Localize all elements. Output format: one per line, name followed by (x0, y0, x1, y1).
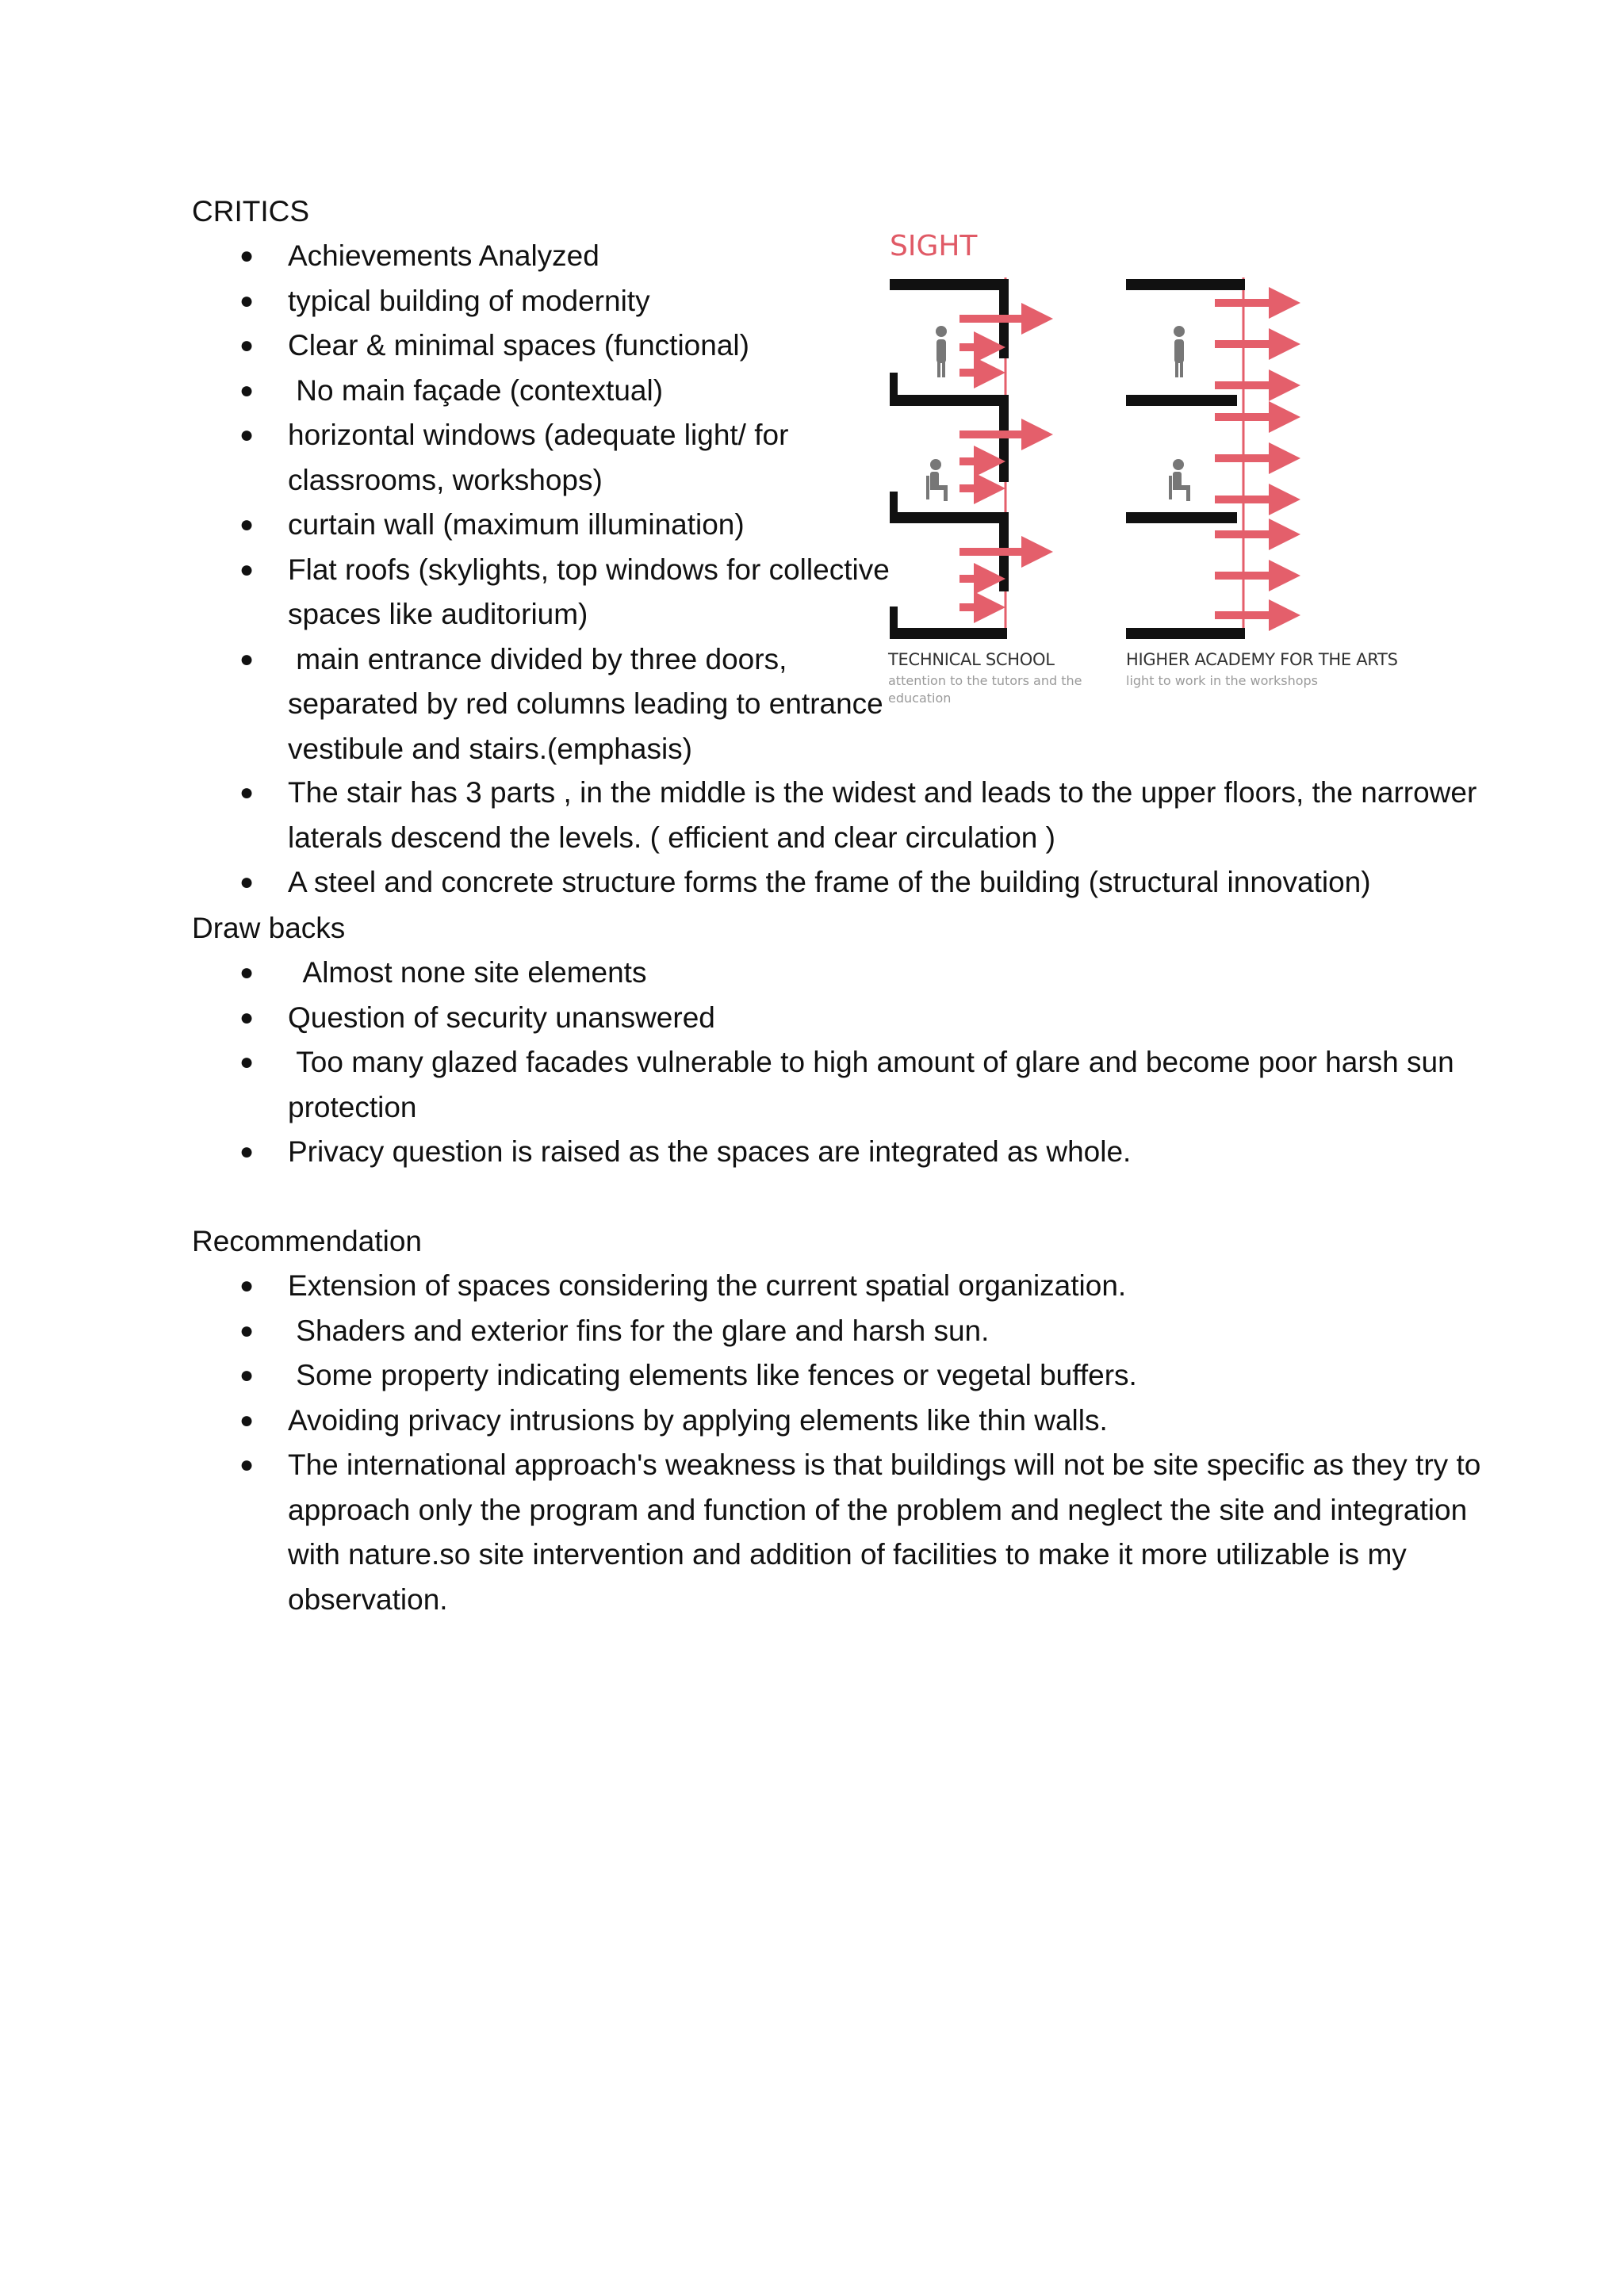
critics-list-wide (192, 771, 1525, 905)
list-item: ● The stair has 3 parts , in the middle is the widest and leads to the upper floors, the narrower laterals descend the levels. ( efficient and clear circulation ) (192, 771, 1525, 860)
standing-person-icon (936, 326, 947, 377)
critics-heading: CRITICS (192, 195, 309, 228)
bullet-icon: ● (239, 645, 255, 672)
sight-diagram (880, 230, 1404, 721)
list-item: ● Too many glazed facades vulnerable to high amount of glare and become poor harsh sun protection (192, 1040, 1525, 1130)
list-item: ● Privacy question is raised as the spaces are integrated as whole. (192, 1130, 1525, 1175)
bullet-icon: ● (239, 1317, 255, 1344)
bullet-icon: ● (239, 869, 255, 895)
bullet-icon: ● (239, 1004, 255, 1031)
list-item: ● Shaders and exterior fins for the glare and harsh sun. (192, 1309, 1525, 1354)
standing-person-icon (1174, 326, 1185, 377)
list-item: ● Almost none site elements (192, 951, 1525, 996)
bullet-icon: ● (239, 511, 255, 538)
recommendation-list (192, 1264, 1525, 1622)
bullet-icon: ● (239, 1362, 255, 1388)
bullet-icon: ● (239, 1406, 255, 1433)
technical-school-caption: TECHNICAL SCHOOL (888, 650, 1055, 669)
bullet-icon: ● (239, 243, 255, 269)
list-item: ● A steel and concrete structure forms the frame of the building (structural innovation) (192, 860, 1525, 905)
figure-title: SIGHT (890, 230, 978, 262)
bullet-icon: ● (239, 1138, 255, 1165)
list-item: ● main entrance divided by three doors, separated by red columns leading to entrance vestibule and stairs.(emphasis) (192, 637, 906, 772)
bullet-icon: ● (239, 1452, 255, 1478)
technical-school-section (890, 277, 1039, 639)
bullet-icon: ● (239, 959, 255, 985)
drawbacks-heading: Draw backs (192, 912, 346, 944)
list-item: ● Achievements Analyzed (192, 234, 906, 279)
seated-person-icon (1169, 459, 1190, 501)
list-item: ● Extension of spaces considering the current spatial organization. (192, 1264, 1525, 1309)
list-item: ● Flat roofs (skylights, top windows for collective spaces like auditorium) (192, 548, 906, 637)
critics-list (192, 234, 906, 771)
technical-school-subcaption-2: education (888, 691, 952, 706)
bullet-icon: ● (239, 556, 255, 583)
bullet-icon: ● (239, 1049, 255, 1075)
higher-academy-section (1126, 277, 1286, 639)
bullet-icon: ● (239, 287, 255, 314)
list-item: ● typical building of modernity (192, 279, 906, 324)
list-item: ● Avoiding privacy intrusions by applying elements like thin walls. (192, 1399, 1525, 1444)
list-item: ● Clear & minimal spaces (functional) (192, 323, 906, 369)
list-item: ● horizontal windows (adequate light/ for classrooms, workshops) (192, 413, 906, 503)
bullet-icon: ● (239, 332, 255, 358)
list-item: ● Question of security unanswered (192, 996, 1525, 1041)
seated-person-icon (926, 459, 948, 501)
list-item: ● Some property indicating elements like fences or vegetal buffers. (192, 1353, 1525, 1399)
list-item: ● curtain wall (maximum illumination) (192, 503, 906, 548)
bullet-icon: ● (239, 779, 255, 806)
technical-school-subcaption-1: attention to the tutors and the (888, 673, 1082, 688)
list-item: ● No main façade (contextual) (192, 369, 906, 414)
sight-diagram-drawing (880, 230, 1404, 642)
list-item: ● The international approach's weakness is that buildings will not be site specific as they try to approach only the program and function of the problem and neglect the site and integration with nature.so site intervention and addition of facilities to make it more utilizable is my observation. (192, 1443, 1525, 1622)
bullet-icon: ● (239, 377, 255, 404)
bullet-icon: ● (239, 1272, 255, 1299)
recommendation-heading: Recommendation (192, 1225, 422, 1257)
bullet-icon: ● (239, 422, 255, 448)
drawbacks-list (192, 951, 1525, 1175)
higher-academy-caption: HIGHER ACADEMY FOR THE ARTS (1126, 650, 1398, 669)
higher-academy-subcaption: light to work in the workshops (1126, 673, 1318, 688)
